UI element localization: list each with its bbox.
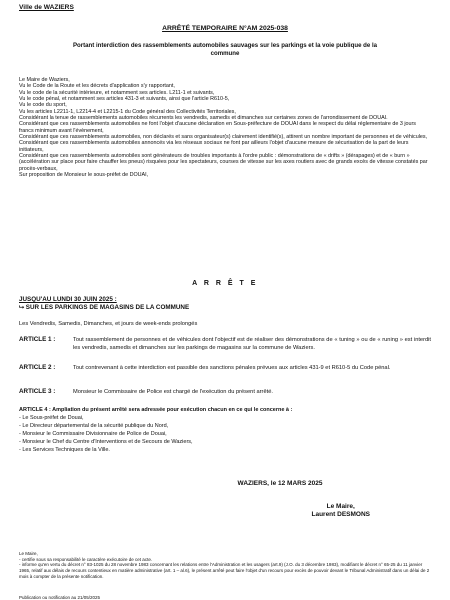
validity-location: ⮡ SUR LES PARKINGS DE MAGASINS DE LA COMMUNE (19, 304, 190, 312)
signature-role: Le Maire, (326, 503, 355, 510)
recipient-item: - Les Services Techniques de la Ville. (19, 446, 110, 453)
recipient-list (19, 415, 431, 455)
arrete-objet: Portant interdiction des rassemblements automobiles sauvages sur les parkings et la voie publique de la commune (72, 42, 378, 58)
article-3 (19, 388, 431, 396)
article-text: Tout contrevenant à cette interdiction est passible des sanctions pénales prévues aux articles 431-9 et R610-5 du Code pénal. (73, 365, 391, 371)
recipient-item: - Le Sous-préfet de Douai, (19, 414, 84, 421)
considerant-line: Considérant la tenue de rassemblements automobiles récurrents les vendredis, samedis et dimanches sur certaines zones de l'arrondissement de DOUAI. (19, 115, 388, 122)
visa-line: Le Maire de Waziers, (19, 77, 70, 83)
article-1 (19, 336, 431, 352)
validity-block (19, 296, 189, 312)
signature-block (311, 503, 370, 520)
legal-footer (19, 551, 431, 580)
article-2 (19, 364, 431, 372)
article-label: ARTICLE 2 : (19, 364, 56, 371)
considerant-line: Considérant que ces rassemblements automobiles annoncés via les réseaux sociaux ne font par ailleurs l'objet d'aucune mesure de sécurisation de la part de leurs initiateurs, (19, 140, 409, 153)
arrete-heading: A R R Ê T E (192, 280, 258, 287)
article-label: ARTICLE 3 : (19, 388, 56, 395)
visa-line: Vu le code de la sécurité intérieure, et notamment ses articles. L211-1 et suivants, (19, 89, 215, 96)
visa-line: Vu les articles L2211-1, L2214-4 et L2215-1 du Code général des Collectivités Territoriales, (19, 108, 236, 115)
article-label: ARTICLE 1 : (19, 336, 56, 343)
article-label: ARTICLE 4 : (19, 407, 51, 413)
footer-line: - informe qu'en vertu du décret n° 83-1025 du 28 novembre 1983 concernant les relations entre l'Administration et les usagers (art.9) (J.O. du 3 décembre 1983), modifiant le décret n° 65-25 du 11 janvier 1965, relatif aux délais de recours contentieux en matière administrative (art. 1 – al.6), le présent arrêté peut faire l'objet d'un recours pour excès de pouvoir devant le Tribunal Administratif dans un délai de 2 mois à compter de la présente notification. (19, 562, 430, 579)
arrete-title: ARRÊTÉ TEMPORAIRE N°AM 2025-038 (162, 25, 288, 32)
article-text: Tout rassemblement de personnes et de véhicules dont l'objectif est de réaliser des démonstrations de « tuning » ou de « runing » est interdit les vendredis, samedis et dimanches sur les parkings de magasins sur la commune de Waziers. (73, 337, 431, 352)
considerant-line: Considérant que ces rassemblements automobiles sont générateurs de troubles importants à l'ordre public : démonstrations de « drifts » (dérapages) et de « burn » (accélération sur place pour faire chauffer les pneus) risquées pour les spectateurs, courses de vitesse sur les axes routiers avec de grands excès de vitesse constatés par procès-verbaux, (19, 153, 428, 172)
footer-line: Le Maire, (19, 551, 38, 556)
validity-date: JUSQU'AU LUNDI 30 JUIN 2025 : (19, 296, 117, 303)
publication-note: Publication ou notification au 21/05/2025 (19, 595, 101, 600)
proposition-line: Sur proposition de Monsieur le sous-préfet de DOUAI, (19, 172, 149, 179)
visa-line: Vu le code du sport, (19, 102, 67, 109)
considerant-line: Considérant que ces rassemblements automobiles ne font l'objet d'aucune déclaration en Sous-préfecture de DOUAI dans le respect du délai réglementaire de 3 jours francs minimum avant l'évènement, (19, 121, 417, 134)
recipient-item: - Le Directeur départemental de la sécurité publique du Nord, (19, 422, 169, 429)
footer-line: - certifie sous sa responsabilité le caractère exécutoire de cet acte. (19, 556, 153, 562)
article-text: Monsieur le Commissaire de Police est chargé de l'exécution du présent arrêté. (73, 389, 273, 395)
town-header: Ville de WAZIERS (19, 4, 74, 11)
recipient-item: - Monsieur le Commissaire Divisionnaire de Police de Douai, (19, 430, 167, 437)
considerant-line: Considérant que ces rassemblements automobiles, non déclarés et sans organisateur(s) clairement identifié(s), attirent un nombre important de personnes et de véhicules, (19, 134, 428, 141)
signature-name: Laurent DESMONS (311, 511, 370, 519)
ampliation-text: Ampliation du présent arrêté sera adressée pour exécution chacun en ce qui le concerne à : (52, 407, 293, 413)
recipient-item: - Monsieur le Chef du Centre d'Interventions et de Secours de Waziers, (19, 438, 193, 445)
visas-block (19, 77, 431, 179)
visa-line: Vu le code pénal, et notamment ses articles 431-3 et suivants, ainsi que l'article R610-5, (19, 96, 230, 103)
signature-place-date: WAZIERS, le 12 MARS 2025 (237, 480, 323, 487)
visa-line: Vu le Code de la Route et les décrets d'application s'y rapportant, (19, 83, 175, 90)
article-4 (19, 407, 431, 454)
days-line: Les Vendredis, Samedis, Dimanches, et jours de week-ends prolongés (19, 321, 198, 327)
